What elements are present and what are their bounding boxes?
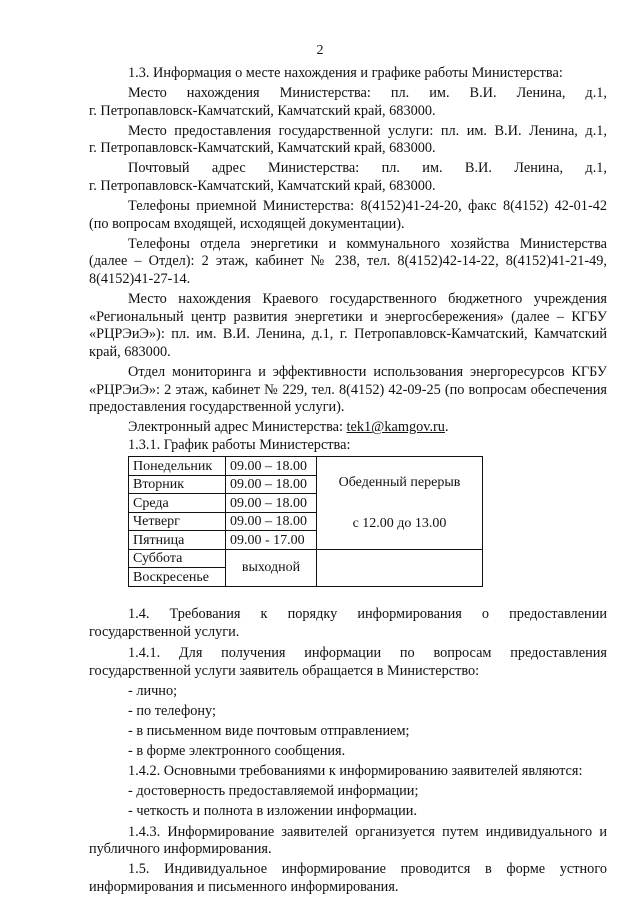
schedule-table [128, 456, 483, 587]
monitoring-department: Отдел мониторинга и эффективности использования энергоресурсов КГБУ «РЦРЭиЭ»: 2 этаж, кабинет № 229, тел. 8(4152) 42-09-25 (по вопросам обеспечения предоставления государственной услуги). [89, 364, 607, 416]
list-item: - в письменном виде почтовым отправлением; [128, 723, 410, 740]
email-label: Электронный адрес Министерства: [128, 419, 343, 436]
kgbu-location: Место нахождения Краевого государственного бюджетного учреждения «Региональный центр развития энергетики и энергосбережения» (далее – КГБУ «РЦРЭиЭ»): пл. им. В.И. Ленина, д.1, г. Петропавловск-Камчатский, Камчатский край, 683000. [89, 291, 607, 360]
empty-cell [317, 549, 483, 586]
postal-address-line-1: Почтовый адрес Министерства: пл. им. В.И. Ленина, д.1, [128, 160, 607, 177]
list-item: - четкость и полнота в изложении информации. [128, 803, 418, 820]
lunch-break-label: Обеденный перерыв [338, 475, 461, 491]
table-row [129, 457, 483, 476]
list-item: - в форме электронного сообщения. [128, 743, 346, 760]
document-body [89, 65, 607, 896]
email-trail: . [444, 419, 449, 436]
service-place-line-1: Место предоставления государственной услуги: пл. им. В.И. Ленина, д.1, [128, 122, 607, 139]
paragraph-1-4-1: 1.4.1. Для получения информации по вопросам предоставления государственной услуги заявитель обращается в Министерство: [89, 645, 607, 679]
table-row [129, 549, 483, 568]
location-line-1: Место нахождения Министерства: пл. им. В.И. Ленина, д.1, [128, 85, 607, 102]
email-link[interactable]: tek1@kamgov.ru [346, 419, 445, 436]
list-item: - достоверность предоставляемой информации; [128, 783, 419, 800]
hours-cell: 09.00 – 18.00 [226, 457, 317, 476]
paragraph-1-4-2: 1.4.2. Основными требованиями к информированию заявителей являются: [128, 763, 583, 780]
section-1-5: 1.5. Индивидуальное информирование проводится в форме устного информирования и письменного информирования. [89, 861, 607, 895]
schedule-heading: 1.3.1. График работы Министерства: [128, 436, 351, 453]
department-phones: Телефоны отдела энергетики и коммунального хозяйства Министерства (далее – Отдел): 2 этаж, кабинет № 238, тел. 8(4152)42-14-22, 8(4152)41-21-49, 8(4152)41-27-14. [89, 235, 607, 288]
day-cell: Понедельник [129, 457, 226, 476]
email-line [89, 419, 607, 437]
section-1-4-heading: 1.4. Требования к порядку информирования о предоставлении государственной услуги. [89, 605, 607, 640]
hours-cell: 09.00 – 18.00 [226, 475, 317, 494]
hours-cell: 09.00 - 17.00 [226, 531, 317, 550]
location-line-2: г. Петропавловск-Камчатский, Камчатский край, 683000. [89, 102, 436, 119]
lunch-break-cell [317, 457, 483, 550]
day-cell: Воскресенье [129, 568, 226, 587]
day-cell: Суббота [129, 549, 226, 568]
page-number: 2 [316, 43, 324, 58]
day-cell: Пятница [129, 531, 226, 550]
lunch-break-time: с 12.00 до 13.00 [352, 516, 447, 532]
list-item: - по телефону; [128, 702, 216, 719]
section-1-3-heading: 1.3. Информация о месте нахождения и графике работы Министерства: [128, 65, 563, 81]
postal-address-line-2: г. Петропавловск-Камчатский, Камчатский край, 683000. [89, 178, 436, 195]
day-cell: Среда [129, 494, 226, 513]
day-cell: Вторник [129, 475, 226, 494]
day-off-cell: выходной [226, 549, 317, 586]
reception-phones: Телефоны приемной Министерства: 8(4152)41-24-20, факс 8(4152) 42-01-42 (по вопросам входящей, исходящей документации). [89, 198, 607, 232]
paragraph-1-4-3: 1.4.3. Информирование заявителей организуется путем индивидуального и публичного информирования. [89, 823, 607, 858]
list-item: - лично; [128, 682, 178, 699]
service-place-line-2: г. Петропавловск-Камчатский, Камчатский край, 683000. [89, 140, 436, 157]
hours-cell: 09.00 – 18.00 [226, 494, 317, 513]
hours-cell: 09.00 – 18.00 [226, 512, 317, 531]
day-cell: Четверг [129, 512, 226, 531]
